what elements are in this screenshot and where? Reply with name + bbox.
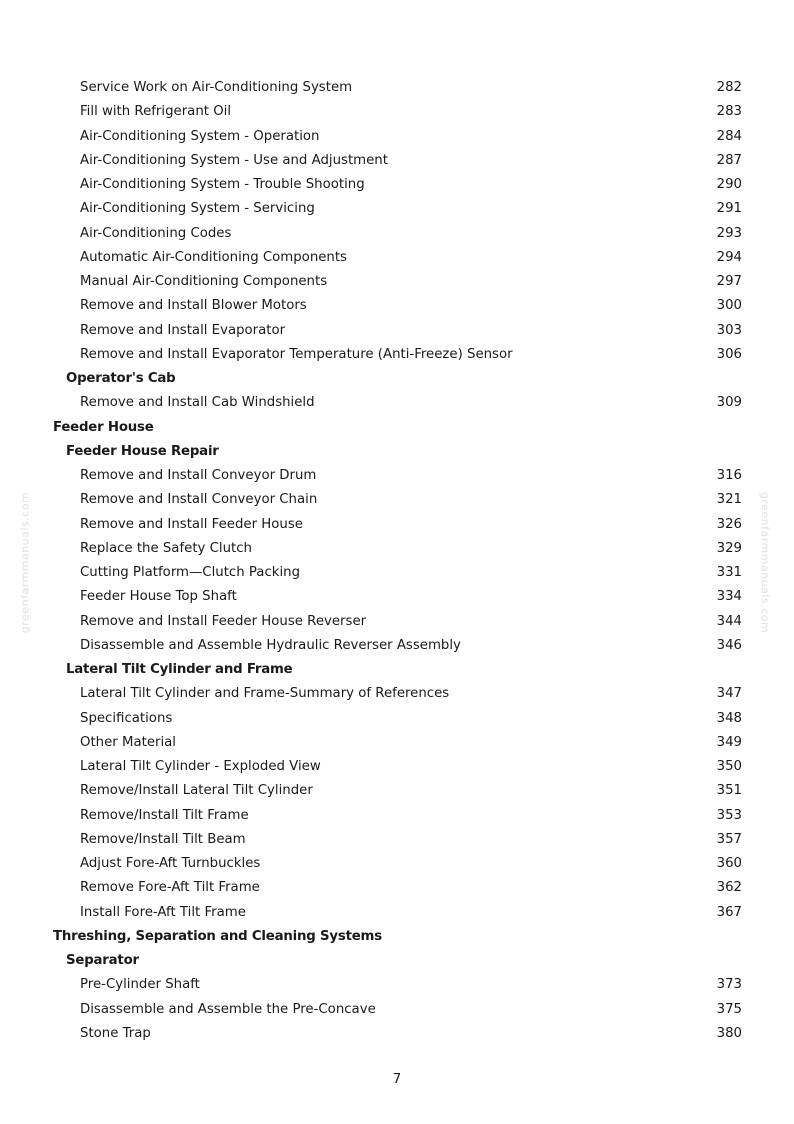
- table-of-contents: [0, 76, 794, 1046]
- toc-entry-page-number: 367: [716, 904, 742, 920]
- toc-entry-title: Fill with Refrigerant Oil: [80, 104, 232, 120]
- toc-entry-title: Separator: [66, 953, 139, 968]
- toc-entry[interactable]: [0, 537, 794, 561]
- toc-entry[interactable]: [0, 634, 794, 658]
- toc-entry-page-number: 294: [716, 249, 742, 265]
- toc-entry-page-number: 344: [716, 613, 742, 629]
- toc-entry-page-number: 331: [716, 565, 742, 580]
- toc-entry[interactable]: [0, 197, 794, 221]
- toc-entry-title: Air-Conditioning System - Operation: [80, 128, 320, 144]
- toc-subsection-heading[interactable]: [0, 949, 794, 973]
- toc-entry-title: Remove Fore-Aft Tilt Frame: [80, 880, 260, 896]
- toc-entry-title: Threshing, Separation and Cleaning Systems: [53, 928, 382, 944]
- toc-entry[interactable]: [0, 391, 794, 415]
- toc-entry-title: Remove and Install Cab Windshield: [80, 395, 315, 411]
- toc-entry-page-number: 351: [716, 783, 742, 799]
- toc-entry-page-number: 303: [716, 322, 742, 338]
- toc-entry-page-number: 290: [716, 177, 742, 192]
- watermark-left: greenfarmmanuals.com: [18, 491, 32, 634]
- toc-entry-title: Remove and Install Evaporator: [80, 322, 286, 338]
- toc-entry-page-number: 346: [716, 637, 742, 653]
- toc-entry-page-number: 306: [716, 346, 742, 362]
- toc-entry-title: Remove and Install Conveyor Chain: [80, 492, 318, 508]
- toc-entry-page-number: 357: [716, 831, 742, 847]
- toc-entry-title: Remove and Install Feeder House Reverser: [80, 613, 367, 629]
- toc-entry[interactable]: [0, 246, 794, 270]
- toc-entry-page-number: 300: [716, 298, 742, 314]
- toc-entry-title: Air-Conditioning Codes: [80, 225, 232, 241]
- toc-entry[interactable]: [0, 149, 794, 173]
- toc-entry-title: Remove and Install Blower Motors: [80, 298, 307, 314]
- toc-entry[interactable]: [0, 901, 794, 925]
- toc-entry-page-number: 362: [716, 880, 742, 896]
- toc-entry-title: Lateral Tilt Cylinder and Frame-Summary of References: [80, 686, 450, 702]
- toc-entry-title: Lateral Tilt Cylinder - Exploded View: [80, 759, 321, 774]
- toc-entry-page-number: 321: [716, 492, 742, 508]
- toc-entry-title: Air-Conditioning System - Trouble Shooting: [80, 177, 365, 192]
- toc-entry-page-number: 373: [716, 977, 742, 993]
- toc-entry[interactable]: [0, 488, 794, 512]
- toc-entry[interactable]: [0, 731, 794, 755]
- toc-entry-page-number: 293: [716, 225, 742, 241]
- toc-entry-page-number: 329: [716, 540, 742, 556]
- toc-entry-title: Remove/Install Tilt Beam: [80, 831, 246, 847]
- toc-entry-page-number: 380: [716, 1025, 742, 1041]
- toc-entry-title: Service Work on Air-Conditioning System: [80, 80, 353, 95]
- toc-entry-title: Air-Conditioning System - Servicing: [80, 201, 315, 217]
- toc-entry-title: Feeder House Repair: [66, 443, 219, 459]
- toc-entry-title: Stone Trap: [80, 1025, 151, 1041]
- toc-entry-page-number: 334: [716, 589, 742, 605]
- toc-entry-page-number: 309: [716, 395, 742, 411]
- toc-section-heading[interactable]: [0, 925, 794, 949]
- toc-entry[interactable]: [0, 76, 794, 100]
- toc-entry-title: Lateral Tilt Cylinder and Frame: [66, 662, 293, 677]
- toc-entry-page-number: 282: [716, 80, 742, 95]
- toc-entry[interactable]: [0, 294, 794, 318]
- toc-entry-page-number: 360: [716, 856, 742, 871]
- toc-entry[interactable]: [0, 876, 794, 900]
- toc-entry-page-number: 348: [716, 710, 742, 726]
- toc-entry-title: Automatic Air-Conditioning Components: [80, 249, 347, 265]
- toc-entry[interactable]: [0, 852, 794, 876]
- toc-entry-title: Air-Conditioning System - Use and Adjustment: [80, 152, 388, 168]
- toc-entry-page-number: 347: [716, 686, 742, 702]
- toc-entry-title: Disassemble and Assemble Hydraulic Reverser Assembly: [80, 637, 461, 653]
- toc-entry[interactable]: [0, 100, 794, 124]
- toc-entry[interactable]: [0, 828, 794, 852]
- toc-entry[interactable]: [0, 222, 794, 246]
- toc-entry[interactable]: [0, 707, 794, 731]
- toc-entry[interactable]: [0, 755, 794, 779]
- toc-entry-page-number: 349: [716, 734, 742, 750]
- toc-entry-title: Cutting Platform—Clutch Packing: [80, 565, 301, 580]
- toc-entry-page-number: 287: [716, 152, 742, 168]
- toc-entry-title: Remove/Install Tilt Frame: [80, 807, 249, 823]
- toc-entry-page-number: 353: [716, 807, 742, 823]
- toc-entry[interactable]: [0, 173, 794, 197]
- toc-entry-page-number: 284: [716, 128, 742, 144]
- toc-entry-title: Pre-Cylinder Shaft: [80, 977, 200, 993]
- toc-entry-page-number: 350: [716, 759, 742, 774]
- toc-entry-title: Disassemble and Assemble the Pre-Concave: [80, 1001, 376, 1017]
- toc-entry[interactable]: [0, 319, 794, 343]
- toc-entry[interactable]: [0, 610, 794, 634]
- toc-entry[interactable]: [0, 682, 794, 706]
- toc-entry-page-number: 291: [716, 201, 742, 217]
- toc-entry-page-number: 283: [716, 104, 742, 120]
- toc-entry-title: Other Material: [80, 734, 176, 750]
- toc-entry-title: Replace the Safety Clutch: [80, 540, 252, 556]
- toc-entry-page-number: 297: [716, 274, 742, 289]
- toc-entry-title: Adjust Fore-Aft Turnbuckles: [80, 856, 261, 871]
- toc-entry[interactable]: [0, 270, 794, 294]
- toc-entry-page-number: 375: [716, 1001, 742, 1017]
- toc-entry[interactable]: [0, 1022, 794, 1046]
- toc-entry-page-number: 316: [716, 468, 742, 483]
- toc-entry[interactable]: [0, 125, 794, 149]
- toc-entry-title: Remove and Install Feeder House: [80, 516, 303, 532]
- toc-entry-title: Feeder House Top Shaft: [80, 589, 237, 605]
- toc-subsection-heading[interactable]: [0, 658, 794, 682]
- toc-entry[interactable]: [0, 585, 794, 609]
- toc-section-heading[interactable]: [0, 416, 794, 440]
- toc-entry-title: Specifications: [80, 710, 173, 726]
- toc-entry[interactable]: [0, 464, 794, 488]
- toc-entry[interactable]: [0, 561, 794, 585]
- toc-entry-title: Remove/Install Lateral Tilt Cylinder: [80, 783, 313, 799]
- toc-entry[interactable]: [0, 998, 794, 1022]
- toc-entry-title: Remove and Install Evaporator Temperature (Anti-Freeze) Sensor: [80, 346, 513, 362]
- toc-subsection-heading[interactable]: [0, 440, 794, 464]
- toc-entry-page-number: 326: [716, 516, 742, 532]
- toc-entry[interactable]: [0, 779, 794, 803]
- toc-entry-title: Manual Air-Conditioning Components: [80, 274, 328, 289]
- toc-entry[interactable]: [0, 513, 794, 537]
- page-number: 7: [392, 1072, 402, 1087]
- toc-entry-title: Remove and Install Conveyor Drum: [80, 468, 317, 483]
- toc-entry-title: Install Fore-Aft Tilt Frame: [80, 904, 246, 920]
- toc-subsection-heading[interactable]: [0, 367, 794, 391]
- toc-entry-title: Feeder House: [53, 419, 154, 435]
- toc-entry[interactable]: [0, 804, 794, 828]
- toc-entry[interactable]: [0, 343, 794, 367]
- toc-entry[interactable]: [0, 973, 794, 997]
- toc-entry-title: Operator's Cab: [66, 371, 176, 386]
- watermark-right: greenfarmmanuals.com: [758, 491, 772, 634]
